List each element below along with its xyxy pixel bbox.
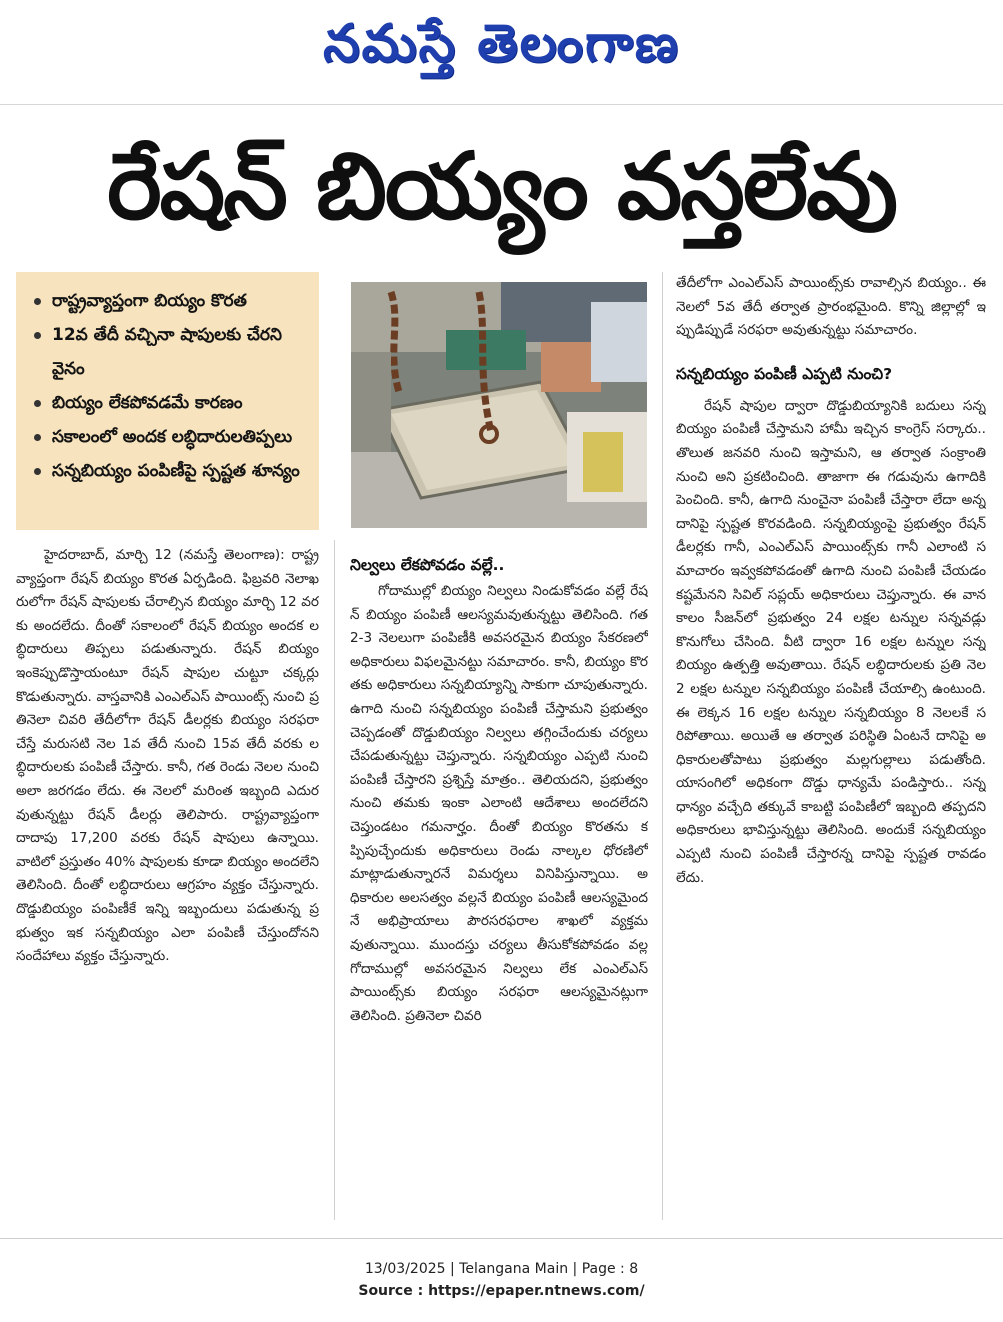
article-paragraph: తేదీలోగా ఎంఎల్ఎస్ పాయింట్స్‌కు రావాల్సిన బియ్యం.. ఈ నెలలో 5వ తేదీ తర్వాత ప్రారంభమైంది. కొన్ని జిల్లాల్లో ఇప్పుడిప్పుడే సరఫరా అవుతున్నట్టు సమాచారం. xyxy=(676,275,986,339)
highlight-text: సకాలంలో అందక లబ్ధిదారులతిప్పలు xyxy=(52,427,293,447)
newspaper-logo: నమస్తే తెలంగాణ xyxy=(323,14,680,74)
highlight-item xyxy=(30,454,309,488)
highlight-text: 12వ తేదీ వచ్చినా షాపులకు చేరని వైనం xyxy=(52,325,282,379)
bullet-icon xyxy=(34,400,41,407)
masthead-divider xyxy=(0,104,1003,105)
highlight-text: సన్నబియ్యం పంపిణీపై స్పష్టత శూన్యం xyxy=(52,461,300,481)
article-paragraph: హైదరాబాద్, మార్చి 12 (నమస్తే తెలంగాణ): రాష్ట్రవ్యాప్తంగా రేషన్ బియ్యం కొరత ఏర్పడింది. ఫిబ్రవరి నెలాఖరులోగా రేషన్ షాపులకు చేరాల్సిన బియ్యం మార్చి 12 వరకు అందలేదు. దీంతో సకాలంలో రేషన్ బియ్యం అందక లబ్ధిదారులు తిప్పలు పడుతున్నారు. రేషన్ బియ్యం ఇంకెప్పుడొస్తాయంటూ రేషన్ షాపుల చుట్టూ చక్కర్లు కొడుతున్నారు. వాస్తవానికి ఎంఎల్ఎస్ పాయింట్స్ నుంచి ప్రతినెలా చివరి తేదీలోగా రేషన్ డీలర్లకు బియ్యం సరఫరా చేస్తే మరుసటి నెల 1వ తేదీ నుంచి 15వ తేదీ వరకు లబ్ధిదారులకు పంపిణీ చేస్తారు. కానీ, గత రెండు నెలల నుంచి అలా జరగడం లేదు. ఈ నెలలో మరింత ఇబ్బంది ఎదురవుతున్నట్టు రేషన్ డీలర్లు తెలిపారు. రాష్ట్రవ్యాప్తంగా దాదాపు 17,200 వరకు రేషన్ షాపులు ఉన్నాయి. వాటిలో ప్రస్తుతం 40% షాపులకు కూడా బియ్యం అందలేని తెలిసింది. దీంతో లబ్ధిదారులు ఆగ్రహం వ్యక్తం చేస్తున్నారు. దొడ్డుబియ్యం పంపిణీకే ఇన్ని ఇబ్బందులు పడుతున్న ప్రభుత్వం ఇక సన్నబియ్యం ఎలా పంపిణీ చేస్తుందోనని సందేహాలు వ్యక్తం చేస్తున్నారు. xyxy=(16,547,319,965)
article-column-2 xyxy=(350,552,648,1220)
news-photo xyxy=(351,282,647,528)
article-column-1 xyxy=(16,544,319,1216)
column-divider xyxy=(334,540,335,1220)
subheading: నిల్వలు లేకపోవడం వల్లే.. xyxy=(350,556,505,574)
column-divider xyxy=(662,272,663,1220)
article-paragraph: గోదాముల్లో బియ్యం నిల్వలు నిండుకోవడం వల్లే రేషన్ బియ్యం పంపిణీ ఆలస్యమవుతున్నట్టు తెలిసింది. గత 2-3 నెలలుగా పంపిణీకి అవసరమైన బియ్యం సేకరణలో అధికారులు విఫలమైనట్టు సమాచారం. కానీ, బియ్యం కొరతకు అధికారులు సన్నబియ్యాన్ని సాకుగా చూపుతున్నారు. ఉగాది నుంచి సన్నబియ్యం పంపిణీ చేస్తామని ప్రభుత్వం చెప్పడంతో దొడ్డుబియ్యం నిల్వలు తగ్గించేందుకు చర్యలు చేపడుతున్నట్టు చెప్తున్నారు. సన్నబియ్యం ఎప్పటి నుంచి పంపిణీ చేస్తారని ప్రశ్నిస్తే మాత్రం.. తెలియదని, ప్రభుత్వం నుంచి తమకు ఇంకా ఎలాంటి ఆదేశాలు అందలేదని చెప్తుండటం గమనార్హం. దీంతో బియ్యం కొరతను కప్పిపుచ్చేందుకు అధికారులు రెండు నాల్కల ధోరణిలో మాట్లాడుతున్నారనే విమర్శలు వినిపిస్తున్నాయి. అధికారుల అలసత్వం వల్లనే బియ్యం పంపిణీ ఆలస్యమైందనే అభిప్రాయాలు పౌరసరఫరాల శాఖలో వ్యక్తమవుతున్నాయి. ముందస్తు చర్యలు తీసుకోకపోవడం వల్ల గోదాముల్లో అవసరమైన నిల్వలు లేక ఎంఎల్ఎస్ పాయింట్స్‌కు బియ్యం సరఫరా ఆలస్యమైనట్లుగా తెలిసింది. ప్రతినెలా చివరి xyxy=(350,583,648,1024)
highlight-text: బియ్యం లేకపోవడమే కారణం xyxy=(52,393,243,413)
page-footer xyxy=(0,1258,1003,1302)
highlight-item xyxy=(30,318,309,386)
article-column-3 xyxy=(676,272,986,1220)
highlight-item xyxy=(30,420,309,454)
masthead xyxy=(0,0,1003,96)
headline: రేషన్ బియ్యం వస్తలేవు xyxy=(107,133,896,240)
footer-divider xyxy=(0,1238,1003,1239)
article-paragraph: రేషన్ షాపుల ద్వారా దొడ్డుబియ్యానికి బదులు సన్నబియ్యం పంపిణీ చేస్తామని హామీ ఇచ్చిన కాంగ్రెస్ సర్కారు.. తొలుత జనవరి నుంచి ఇస్తామని, ఆ తర్వాత సంక్రాంతి నుంచి అని ప్రకటించింది. తాజాగా ఈ గడువును ఉగాదికి పెంచింది. కానీ, ఉగాది నుంచైనా పంపిణీ చేస్తారా లేదా అన్నదానిపై స్పష్టత కొరవడింది. సన్నబియ్యంపై ప్రభుత్వం రేషన్ డీలర్లకు గానీ, ఎంఎల్ఎస్ పాయింట్స్‌కు గానీ ఎలాంటి సమాచారం ఇవ్వకపోవడంతో ఉగాది నుంచి పంపిణీ చేయడం కష్టమేనని సివిల్ సప్లయ్ అధికారులు చెప్తున్నారు. ఈ వానకాలం సీజన్‌లో ప్రభుత్వం 24 లక్షల టన్నుల సన్నవడ్లు కొనుగోలు చేసింది. వీటి ద్వారా 16 లక్షల టన్నుల సన్నబియ్యం ఉత్పత్తి అవుతాయి. రేషన్ లబ్ధిదారులకు ప్రతి నెల 2 లక్షల టన్నుల సన్నబియ్యం పంపిణీ చేయాల్సి ఉంటుంది. ఈ లెక్కన 16 లక్షల టన్నుల సన్నబియ్యం 8 నెలలకే సరిపోతాయి. అయితే ఆ తర్వాత పరిస్థితి ఏంటనే దానిపై అధికారులతోపాటు ప్రభుత్వం మల్లగుల్లాలు పడుతోంది. యాసంగిలో అధికంగా దొడ్డు ధాన్యమే పండిస్తారు.. సన్నధాన్యం వచ్చేది తక్కువే కాబట్టి పంపిణీలో ఇబ్బంది తప్పదని అధికారులు భావిస్తున్నట్టు తెలిసింది. అందుకే సన్నబియ్యం ఎప్పటి నుంచి పంపిణీ చేస్తారన్న దానిపై స్పష్టత రావడం లేదు. xyxy=(676,397,986,886)
bullet-icon xyxy=(34,298,41,305)
highlight-text: రాష్ట్రవ్యాప్తంగా బియ్యం కొరత xyxy=(52,291,247,311)
rice-weighing-photo-icon xyxy=(351,282,647,528)
highlights-box xyxy=(16,272,319,530)
source-link[interactable]: Source : https://epaper.ntnews.com/ xyxy=(358,1283,645,1299)
highlight-item xyxy=(30,284,309,318)
bullet-icon xyxy=(34,332,41,339)
bullet-icon xyxy=(34,434,41,441)
bullet-icon xyxy=(34,468,41,475)
edition-info: 13/03/2025 | Telangana Main | Page : 8 xyxy=(364,1261,639,1277)
highlight-item xyxy=(30,386,309,420)
subheading: సన్నబియ్యం పంపిణీ ఎప్పటి నుంచి? xyxy=(676,364,893,383)
